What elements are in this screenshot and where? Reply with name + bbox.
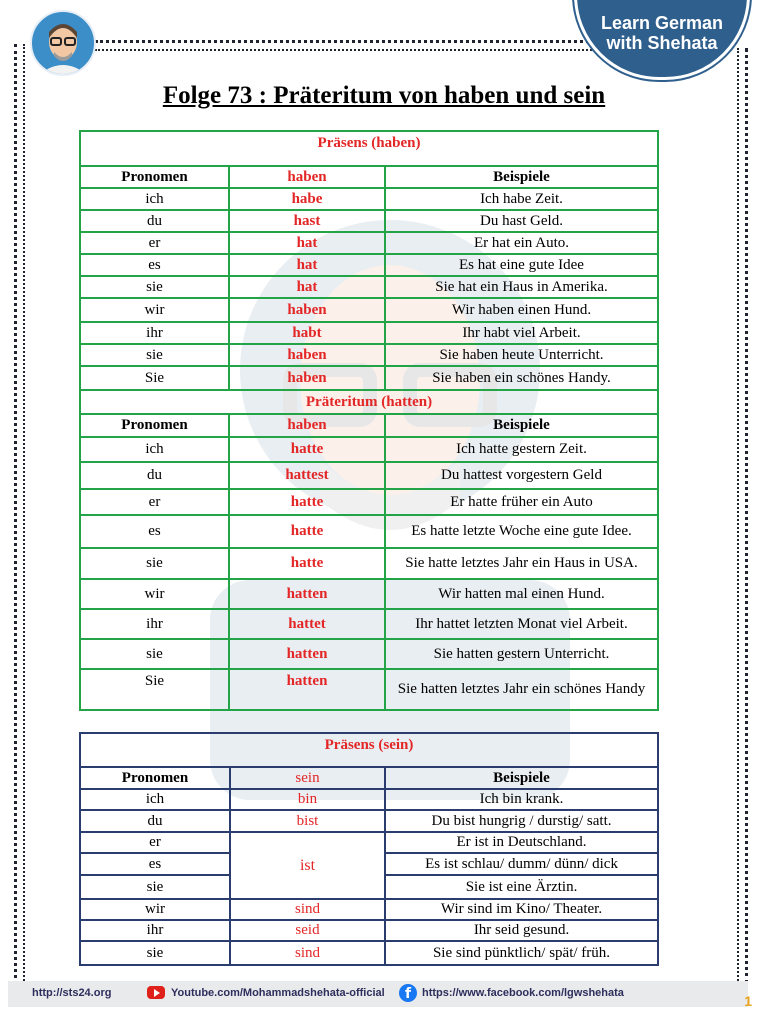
sein-col-header-beispiele: Beispiele (385, 767, 658, 789)
verb-form-cell: hattet (229, 609, 385, 639)
example-cell: Sie ist eine Ärztin. (385, 875, 658, 899)
table-row (80, 254, 658, 276)
pronoun-cell: sie (80, 941, 230, 965)
verb-form-cell: hatten (229, 579, 385, 609)
table-row (80, 515, 658, 548)
table-row (80, 188, 658, 210)
example-cell: Ihr hattet letzten Monat viel Arbeit. (385, 609, 658, 639)
verb-form-cell: hat (229, 254, 385, 276)
pronoun-cell: sie (80, 344, 229, 366)
sein-col-header-pronomen: Pronomen (80, 767, 230, 789)
pronoun-cell: er (80, 232, 229, 254)
col-header-verb: haben (229, 166, 385, 188)
table-row (80, 210, 658, 232)
dotted-frame-right (737, 48, 748, 984)
example-cell: Du hast Geld. (385, 210, 658, 232)
example-cell: Du hattest vorgestern Geld (385, 462, 658, 489)
praeteritum-header-row (80, 390, 658, 414)
table-row (80, 276, 658, 298)
verb-form-cell: hast (229, 210, 385, 232)
brand-line-2: with Shehata (606, 33, 718, 53)
pronoun-cell: sie (80, 875, 230, 899)
pronoun-cell: wir (80, 579, 229, 609)
example-cell: Sie haben heute Unterricht. (385, 344, 658, 366)
praeteritum-rows (80, 437, 658, 710)
example-cell: Er ist in Deutschland. (385, 832, 658, 853)
praesens-haben-header: Präsens (haben) (80, 131, 658, 166)
haben-table (79, 130, 659, 711)
pronoun-cell: es (80, 853, 230, 875)
verb-form-cell: habe (229, 188, 385, 210)
example-cell: Sie sind pünktlich/ spät/ früh. (385, 941, 658, 965)
sein-column-header-row (80, 767, 658, 789)
pronoun-cell: wir (80, 899, 230, 920)
verb-form-cell: bin (230, 789, 385, 810)
col-header-beispiele: Beispiele (385, 166, 658, 188)
verb-form-cell: sind (230, 899, 385, 920)
pronoun-cell: Sie (80, 366, 229, 390)
table-row (80, 366, 658, 390)
verb-form-cell: haben (229, 344, 385, 366)
table-row (80, 462, 658, 489)
table-row (80, 669, 658, 710)
pronoun-cell: wir (80, 298, 229, 322)
example-cell: Wir hatten mal einen Hund. (385, 579, 658, 609)
pronoun-cell: er (80, 832, 230, 853)
dotted-frame-left (14, 44, 25, 984)
pronoun-cell: es (80, 515, 229, 548)
pronoun-cell: du (80, 462, 229, 489)
table-row (80, 832, 658, 853)
sein-col-header-verb: sein (230, 767, 385, 789)
table-row (80, 437, 658, 462)
col-header-pronomen: Pronomen (80, 166, 229, 188)
verb-form-cell: hat (229, 276, 385, 298)
website-link[interactable]: http://sts24.org (32, 987, 112, 999)
brand-line-1: Learn German (600, 13, 724, 33)
example-cell: Ich habe Zeit. (385, 188, 658, 210)
table-row (80, 609, 658, 639)
pronoun-cell: Sie (80, 669, 229, 710)
example-cell: Ihr seid gesund. (385, 920, 658, 941)
example-cell: Er hat ein Auto. (385, 232, 658, 254)
praeteritum-header: Präteritum (hatten) (80, 390, 658, 414)
table-row (80, 298, 658, 322)
author-avatar (30, 10, 96, 76)
verb-form-cell: bist (230, 810, 385, 832)
verb-form-cell: hatte (229, 515, 385, 548)
table-row (80, 548, 658, 579)
example-cell: Sie hatten letztes Jahr ein schönes Handy (385, 669, 658, 710)
pronoun-cell: es (80, 254, 229, 276)
table-row (80, 810, 658, 832)
example-cell: Ich hatte gestern Zeit. (385, 437, 658, 462)
brand-logo (574, 0, 750, 80)
verb-form-cell: hatten (229, 669, 385, 710)
example-cell: Es ist schlau/ dumm/ dünn/ dick (385, 853, 658, 875)
example-cell: Sie hat ein Haus in Amerika. (385, 276, 658, 298)
col-header-verb-2: haben (229, 414, 385, 437)
table-row (80, 639, 658, 669)
table-row (80, 344, 658, 366)
example-cell: Er hatte früher ein Auto (385, 489, 658, 515)
table-row (80, 941, 658, 965)
verb-form-cell: hatte (229, 437, 385, 462)
page-number: 1 (744, 993, 752, 1009)
praesens-sein-header-row (80, 733, 658, 767)
verb-form-cell-merged: ist (230, 832, 385, 899)
pronoun-cell: ich (80, 789, 230, 810)
pronoun-cell: sie (80, 639, 229, 669)
example-cell: Ihr habt viel Arbeit. (385, 322, 658, 344)
sein-rows (80, 789, 658, 965)
youtube-icon (147, 986, 165, 999)
verb-form-cell: habt (229, 322, 385, 344)
example-cell: Wir sind im Kino/ Theater. (385, 899, 658, 920)
facebook-link[interactable]: https://www.facebook.com/lgwshehata (422, 987, 624, 999)
example-cell: Es hatte letzte Woche eine gute Idee. (385, 515, 658, 548)
example-cell: Es hat eine gute Idee (385, 254, 658, 276)
verb-form-cell: hatte (229, 548, 385, 579)
pronoun-cell: ich (80, 437, 229, 462)
verb-form-cell: sind (230, 941, 385, 965)
example-cell: Sie hatten gestern Unterricht. (385, 639, 658, 669)
example-cell: Wir haben einen Hund. (385, 298, 658, 322)
pronoun-cell: sie (80, 276, 229, 298)
praesens-haben-rows (80, 188, 658, 390)
praesens-haben-header-row (80, 131, 658, 166)
verb-form-cell: hat (229, 232, 385, 254)
verb-form-cell: hattest (229, 462, 385, 489)
pronoun-cell: du (80, 810, 230, 832)
sein-table (79, 732, 659, 966)
pronoun-cell: ihr (80, 920, 230, 941)
verb-form-cell: hatte (229, 489, 385, 515)
table-row (80, 899, 658, 920)
table-row (80, 920, 658, 941)
verb-form-cell: haben (229, 298, 385, 322)
verb-form-cell: seid (230, 920, 385, 941)
pronoun-cell: er (80, 489, 229, 515)
pronoun-cell: ich (80, 188, 229, 210)
table-row (80, 579, 658, 609)
page-title: Folge 73 : Präteritum von haben und sein (162, 82, 606, 109)
col-header-beispiele-2: Beispiele (385, 414, 658, 437)
table-row (80, 322, 658, 344)
praesens-sein-header: Präsens (sein) (80, 733, 658, 767)
col-header-pronomen-2: Pronomen (80, 414, 229, 437)
table-row (80, 489, 658, 515)
verb-form-cell: hatten (229, 639, 385, 669)
example-cell: Sie hatte letztes Jahr ein Haus in USA. (385, 548, 658, 579)
pronoun-cell: ihr (80, 609, 229, 639)
column-header-row (80, 166, 658, 188)
example-cell: Ich bin krank. (385, 789, 658, 810)
verb-form-cell: haben (229, 366, 385, 390)
column-header-row-2 (80, 414, 658, 437)
pronoun-cell: du (80, 210, 229, 232)
pronoun-cell: ihr (80, 322, 229, 344)
example-cell: Du bist hungrig / durstig/ satt. (385, 810, 658, 832)
footer-bar (8, 981, 748, 1007)
table-row (80, 232, 658, 254)
pronoun-cell: sie (80, 548, 229, 579)
youtube-link[interactable]: Youtube.com/Mohammadshehata-official (171, 987, 385, 999)
facebook-icon: f (399, 984, 417, 1002)
table-row (80, 789, 658, 810)
example-cell: Sie haben ein schönes Handy. (385, 366, 658, 390)
